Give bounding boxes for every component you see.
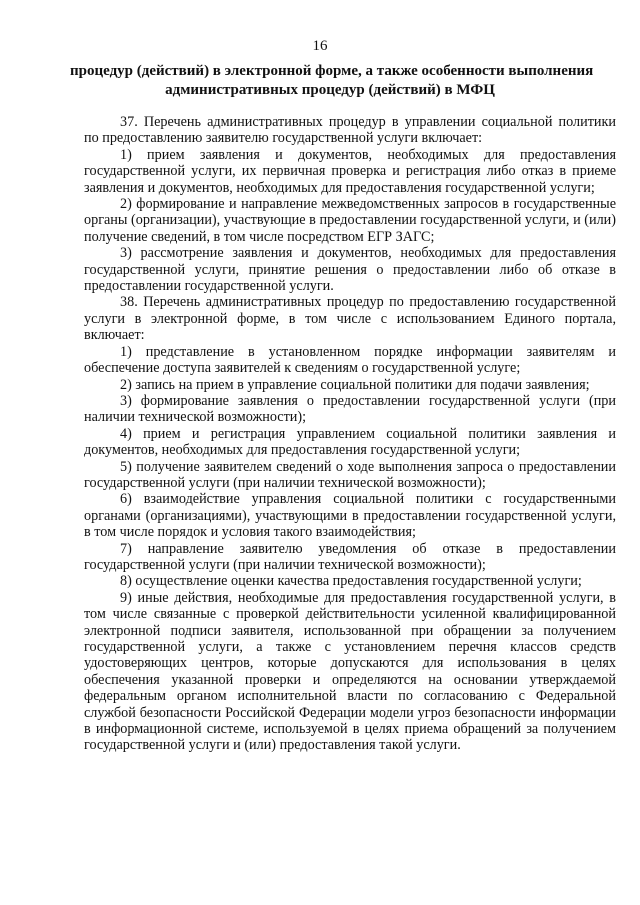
section-heading-line-2: административных процедур (действий) в МФЦ xyxy=(165,82,495,98)
list-item-38-1: 1) представление в установленном порядке информации заявителям и обеспечение доступа заявителей к сведениям о государственной услуге; xyxy=(84,343,616,377)
paragraph-38-intro: 38. Перечень административных процедур по предоставлению государственной услуги в электронной форме, в том числе с использованием Единого портала, включает: xyxy=(84,294,616,344)
page-number: 16 xyxy=(312,38,328,54)
section-heading xyxy=(70,62,594,100)
list-item-38-7: 7) направление заявителю уведомления об отказе в предоставлении государственной услуги (при наличии технической возможности); xyxy=(84,540,616,573)
list-item-38-6: 6) взаимодействие управления социальной политики с государственными органами (организациями), участвующими в предоставлении государственной услуги, в том числе порядок и условия такого взаимодействия; xyxy=(84,491,616,541)
list-item-38-5: 5) получение заявителем сведений о ходе выполнения запроса о предоставлении государственной услуги (при наличии технической возможности); xyxy=(84,458,616,491)
list-item-37-2: 2) формирование и направление межведомственных запросов в государственные органы (организации), участвующие в предоставлении государственной услуги, и (или) получение сведений, в том числе посредством ЕГР ЗАГС; xyxy=(84,196,616,245)
list-item-38-3: 3) формирование заявления о предоставлении государственной услуги (при наличии технической возможности); xyxy=(84,392,616,426)
section-heading-line-1: процедур (действий) в электронной форме, а также особенности выполнения xyxy=(70,63,594,79)
list-item-38-8: 8) осуществление оценки качества предоставления государственной услуги; xyxy=(120,573,582,590)
list-item-37-3: 3) рассмотрение заявления и документов, необходимых для предоставления государственной услуги, принятие решения о предоставлении либо об отказе в предоставлении государственной услуги. xyxy=(84,245,616,295)
document-body xyxy=(84,114,616,754)
list-item-38-2: 2) запись на прием в управление социальной политики для подачи заявления; xyxy=(120,376,590,393)
list-item-38-4: 4) прием и регистрация управлением социальной политики заявления и документов, необходимых для предоставления государственной услуги; xyxy=(84,425,616,459)
list-item-37-1: 1) прием заявления и документов, необходимых для предоставления государственной услуги, их первичная проверка и регистрация либо отказ в приеме заявления и документов, необходимых для предоставления государственной услуги; xyxy=(84,146,616,196)
list-item-38-9: 9) иные действия, необходимые для предоставления государственной услуги, в том числе связанные с проверкой действительности усиленной квалифицированной электронной подписи заявителя, использованной при обращении за получением государственной услуги, а также с установлением перечня классов средств удостоверяющих центров, которые допускаются для использования в целях обеспечения указанной проверки и определяются на основании утверждаемой федеральным органом исполнительной власти по согласованию с Федеральной службой безопасности Российской Федерации модели угроз безопасности информации в информационной системе, используемой в целях приема обращений за получением государственной услуги и (или) предоставления такой услуги. xyxy=(84,589,616,754)
paragraph-37-intro: 37. Перечень административных процедур в управлении социальной политики по предоставлению заявителю государственной услуги включает: xyxy=(84,114,616,147)
